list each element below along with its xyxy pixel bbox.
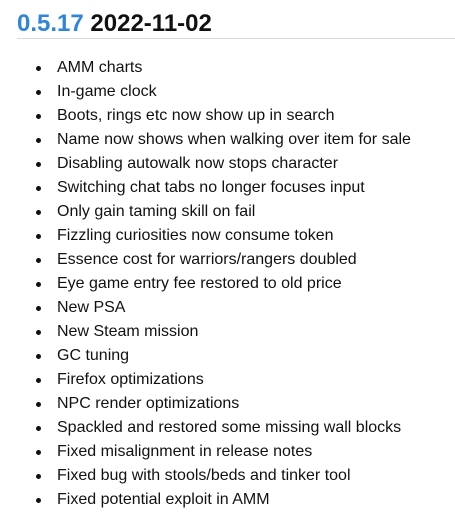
release-note-text: Only gain taming skill on fail	[57, 203, 256, 220]
release-note-text: Boots, rings etc now show up in search	[57, 107, 335, 124]
bullet-icon	[36, 426, 41, 431]
release-note-item	[36, 320, 411, 344]
release-note-text: Firefox optimizations	[57, 371, 204, 388]
heading-divider	[17, 38, 455, 39]
bullet-icon	[36, 186, 41, 191]
release-note-item	[36, 464, 411, 488]
bullet-icon	[36, 378, 41, 383]
release-note-text: Spackled and restored some missing wall blocks	[57, 419, 402, 436]
bullet-icon	[36, 114, 41, 119]
release-note-item	[36, 104, 411, 128]
release-note-text: AMM charts	[57, 59, 143, 76]
release-note-item	[36, 392, 411, 416]
release-note-text: Fixed potential exploit in AMM	[57, 491, 270, 508]
bullet-icon	[36, 162, 41, 167]
release-note-item	[36, 56, 411, 80]
bullet-icon	[36, 354, 41, 359]
release-note-text: Fixed bug with stools/beds and tinker tool	[57, 467, 351, 484]
bullet-icon	[36, 258, 41, 263]
bullet-icon	[36, 90, 41, 95]
release-date: 2022-11-02	[90, 10, 212, 37]
release-note-text: Eye game entry fee restored to old price	[57, 275, 342, 292]
release-note-text: In-game clock	[57, 83, 157, 100]
release-note-text: Fixed misalignment in release notes	[57, 443, 313, 460]
release-note-item	[36, 416, 411, 440]
release-note-item	[36, 296, 411, 320]
release-note-item	[36, 152, 411, 176]
release-note-item	[36, 176, 411, 200]
release-note-text: GC tuning	[57, 347, 130, 364]
bullet-icon	[36, 282, 41, 287]
release-note-text: Essence cost for warriors/rangers doubled	[57, 251, 357, 268]
release-note-item	[36, 80, 411, 104]
release-note-text: New Steam mission	[57, 323, 199, 340]
release-note-item	[36, 272, 411, 296]
release-note-item	[36, 344, 411, 368]
release-note-text: Fizzling curiosities now consume token	[57, 227, 334, 244]
release-heading	[17, 9, 212, 39]
bullet-icon	[36, 306, 41, 311]
release-note-item	[36, 248, 411, 272]
release-note-item	[36, 224, 411, 248]
bullet-icon	[36, 402, 41, 407]
release-note-item	[36, 200, 411, 224]
release-note-item	[36, 488, 411, 512]
version-link[interactable]: 0.5.17	[17, 10, 84, 37]
bullet-icon	[36, 234, 41, 239]
release-note-text: Name now shows when walking over item for sale	[57, 131, 411, 148]
bullet-icon	[36, 138, 41, 143]
bullet-icon	[36, 474, 41, 479]
release-note-item	[36, 440, 411, 464]
release-note-text: Disabling autowalk now stops character	[57, 155, 339, 172]
release-note-text: Switching chat tabs no longer focuses input	[57, 179, 365, 196]
bullet-icon	[36, 66, 41, 71]
release-note-item	[36, 128, 411, 152]
bullet-icon	[36, 330, 41, 335]
release-note-item	[36, 368, 411, 392]
release-note-text: NPC render optimizations	[57, 395, 240, 412]
bullet-icon	[36, 498, 41, 503]
bullet-icon	[36, 210, 41, 215]
bullet-icon	[36, 450, 41, 455]
release-notes-list	[36, 56, 411, 512]
release-note-text: New PSA	[57, 299, 126, 316]
